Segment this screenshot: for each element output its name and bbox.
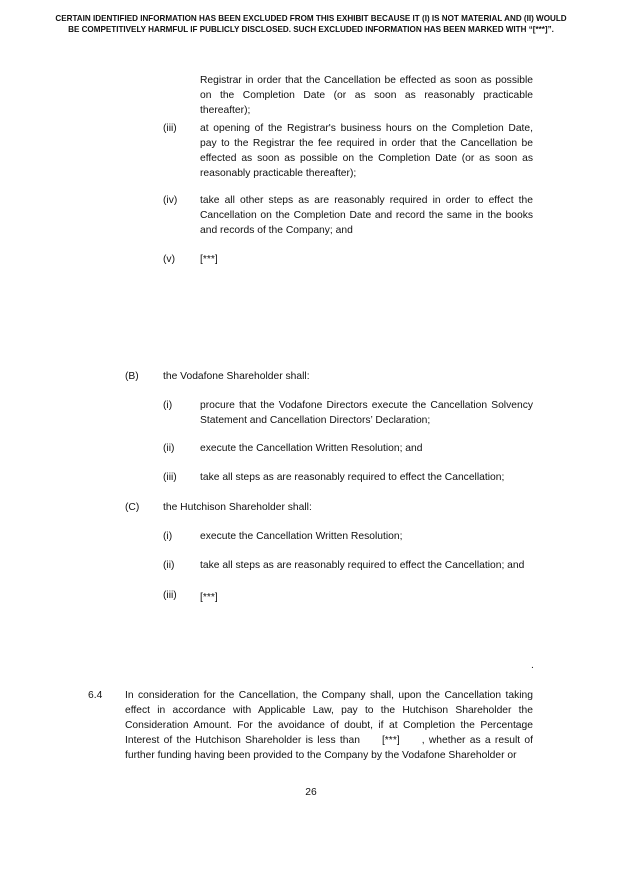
page-number: 26 bbox=[305, 787, 317, 798]
header-line-2: BE COMPETITIVELY HARMFUL IF PUBLICLY DISCLOSED. SUCH EXCLUDED INFORMATION HAS BEEN MARKED WITH “[***]”. bbox=[68, 24, 554, 34]
item-b-i-text: procure that the Vodafone Directors execute the Cancellation Solvency Statement and Cancellation Directors’ Declaration; bbox=[200, 400, 533, 426]
item-b-iii-text: take all steps as are reasonably required to effect the Cancellation; bbox=[200, 472, 505, 483]
clause-6-4-text-part2: , whether as a result of further funding having been provided to the Company by the Vodafone Shareholder or bbox=[125, 735, 533, 761]
item-c-i-text: execute the Cancellation Written Resolution; bbox=[200, 531, 403, 542]
item-c-i-label: (i) bbox=[163, 531, 173, 542]
item-a-iii-text: at opening of the Registrar's business hours on the Completion Date, pay to the Registrar the fee required in order that the Cancellation be effected as soon as possible on the Completion Date (or as soon as reasonably practicable thereafter); bbox=[200, 123, 533, 179]
clause-6-4-text bbox=[125, 688, 533, 763]
item-a-iv-text: take all other steps as are reasonably required in order to effect the Cancellation on the Completion Date and record the same in the books and records of the Company; and bbox=[200, 195, 533, 236]
clause-6-4-redaction: [***] bbox=[381, 735, 400, 746]
section-c-text: the Hutchison Shareholder shall: bbox=[163, 502, 312, 513]
item-c-iii-label: (iii) bbox=[163, 590, 177, 601]
header-line-1: CERTAIN IDENTIFIED INFORMATION HAS BEEN EXCLUDED FROM THIS EXHIBIT BECAUSE IT (I) IS NOT MATERIAL AND (II) WOULD bbox=[55, 14, 567, 23]
item-b-ii-label: (ii) bbox=[163, 443, 175, 454]
item-c-ii-label: (ii) bbox=[163, 560, 175, 571]
item-b-i-label: (i) bbox=[163, 400, 173, 411]
continued-paragraph: Registrar in order that the Cancellation be effected as soon as possible on the Completion Date (or as soon as reasonably practicable thereafter); bbox=[200, 75, 533, 116]
item-c-iii-redaction: [***] bbox=[200, 592, 218, 603]
clause-6-4-number: 6.4 bbox=[88, 690, 103, 701]
item-a-v-label: (v) bbox=[163, 254, 176, 265]
confidentiality-header bbox=[30, 14, 592, 35]
section-b-text: the Vodafone Shareholder shall: bbox=[163, 371, 310, 382]
item-b-ii-text: execute the Cancellation Written Resolution; and bbox=[200, 443, 423, 454]
item-a-iv-label: (iv) bbox=[163, 195, 178, 206]
item-a-iii-label: (iii) bbox=[163, 123, 177, 134]
item-a-v-redaction: [***] bbox=[200, 254, 218, 265]
item-b-iii-label: (iii) bbox=[163, 472, 177, 483]
item-c-ii-text: take all steps as are reasonably required to effect the Cancellation; and bbox=[200, 560, 525, 571]
clause-6-4-text-part1: In consideration for the Cancellation, the Company shall, upon the Cancellation taking effect in accordance with Applicable Law, pay to the Hutchison Shareholder the Consideration Amount. For the avoidance of doubt, if at Completion the Percentage Interest of the Hutchison Shareholder is less than bbox=[125, 690, 533, 746]
section-b-label: (B) bbox=[125, 371, 139, 382]
section-c-label: (C) bbox=[125, 502, 140, 513]
stray-mark: . bbox=[531, 660, 534, 671]
